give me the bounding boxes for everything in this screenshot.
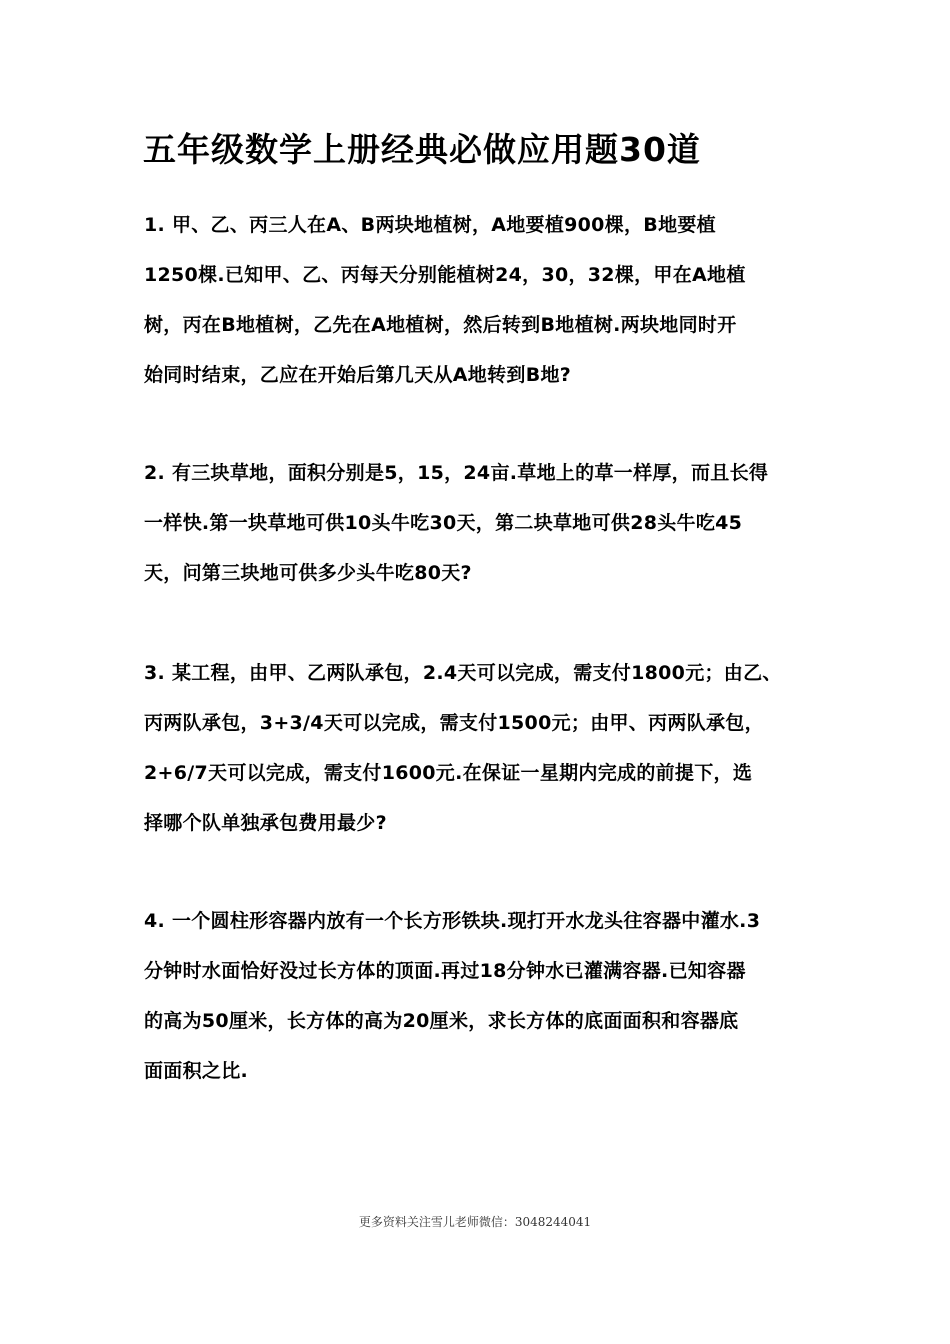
problem-line: 丙两队承包，3+3/4天可以完成，需支付1500元；由甲、丙两队承包，: [144, 712, 764, 734]
problem-line: 分钟时水面恰好没过长方体的顶面.再过18分钟水已灌满容器.已知容器: [144, 960, 746, 982]
problem-line: 一样快.第一块草地可供10头牛吃30天，第二块草地可供28头牛吃45: [144, 512, 743, 534]
problem-line: 树，丙在B地植树，乙先在A地植树，然后转到B地植树.两块地同时开: [144, 314, 737, 336]
problem-line: 4. 一个圆柱形容器内放有一个长方形铁块.现打开水龙头往容器中灌水.3: [144, 910, 761, 932]
page-title: 五年级数学上册经典必做应用题30道: [143, 130, 701, 169]
problem-1: [144, 200, 816, 400]
page-footer: 更多资料关注雪儿老师微信：3048244041: [358, 1215, 592, 1229]
problem-line: 天，问第三块地可供多少头牛吃80天?: [144, 562, 472, 584]
problem-line: 2+6/7天可以完成，需支付1600元.在保证一星期内完成的前提下，选: [144, 762, 753, 784]
problem-line: 3. 某工程，由甲、乙两队承包，2.4天可以完成，需支付1800元；由乙、: [144, 662, 782, 684]
problem-line: 的高为50厘米，长方体的高为20厘米，求长方体的底面面积和容器底: [144, 1010, 739, 1032]
problem-line: 始同时结束，乙应在开始后第几天从A地转到B地?: [144, 364, 572, 386]
problem-3: [144, 648, 816, 848]
problem-line: 1. 甲、乙、丙三人在A、B两块地植树，A地要植900棵，B地要植: [144, 214, 716, 236]
problem-line: 择哪个队单独承包费用最少?: [144, 812, 387, 834]
problem-2: [144, 448, 816, 598]
problem-4: [144, 896, 816, 1096]
problem-line: 1250棵.已知甲、乙、丙每天分别能植树24，30，32棵，甲在A地植: [144, 264, 746, 286]
problem-line: 2. 有三块草地，面积分别是5，15，24亩.草地上的草一样厚，而且长得: [144, 462, 769, 484]
problem-line: 面面积之比.: [144, 1060, 249, 1082]
